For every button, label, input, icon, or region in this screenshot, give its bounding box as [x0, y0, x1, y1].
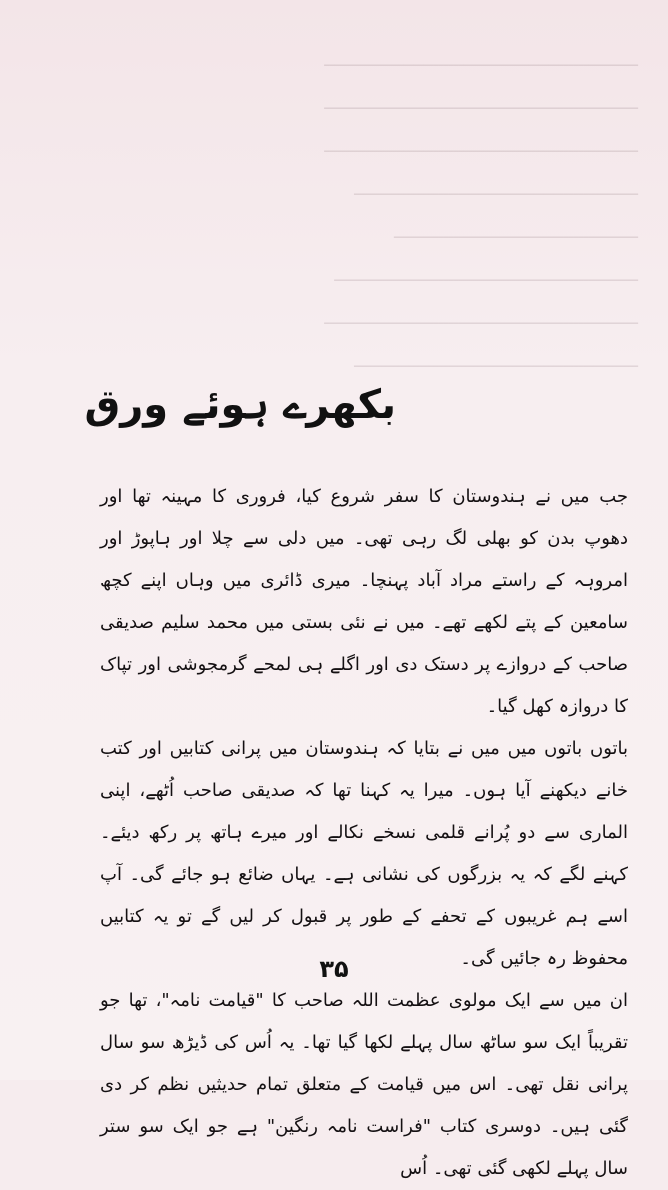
paragraph: ان میں سے ایک مولوی عظمت اللہ صاحب کا "قیامت نامہ"، تھا جو تقریباً ایک سو ساٹھ سال پہلے لکھا گیا تھا۔ یہ اُس کی ڈیڑھ سو سال پرانی نقل تھی۔ اس میں قیامت کے متعلق تمام حدیثیں نظم کر دی گئی ہیں۔ دوسری کتاب "فراست نامہ رنگین" ہے جو ایک سو ستر سال پہلے لکھی گئی تھی۔ اُس: [100, 990, 628, 1179]
page-number: ۳۵: [319, 955, 349, 983]
paragraph: باتوں باتوں میں میں نے بتایا کہ ہندوستان میں پرانی کتابیں اور کتب خانے دیکھنے آیا ہوں۔ میرا یہ کہنا تھا کہ صدیقی صاحب اُٹھے، اپنی الماری سے دو پُرانے قلمی نسخے نکالے اور میرے ہاتھ پر رکھ دیئے۔ کہنے لگے کہ یہ بزرگوں کی نشانی ہے۔ یہاں ضائع ہو جائے گی۔ آپ اسے ہم غریبوں کے تحفے کے طور پر قبول کر لیں گے تو یہ کتابیں محفوظ رہ جائیں گی۔: [100, 738, 628, 969]
chapter-title: بکھرے ہوئے ورق: [84, 382, 396, 428]
chapter-body: [100, 476, 628, 1190]
paragraph: جب میں نے ہندوستان کا سفر شروع کیا، فروری کا مہینہ تھا اور دھوپ بدن کو بھلی لگ رہی تھی۔ میں دلی سے چلا اور ہاپوڑ اور امروہہ کے راستے مراد آباد پہنچا۔ میری ڈائری میں وہاں اپنے کچھ سامعین کے پتے لکھے تھے۔ میں نے نئی بستی میں محمد سلیم صدیقی صاحب کے دروازے پر دستک دی اور اگلے ہی لمحے گرمجوشی اور تپاک کا دروازہ کھل گیا۔: [100, 486, 628, 717]
show-through-text: ـــــــــــــــــــــــــــــــــــــــــــــــــــــــــــــــ ـــــــــــــــــــــــــــــــــــــــــــــــــــــــــــــــ ـــــــــــــــــــــــــــــــــــــــــــــــــــــــــــــــ ـــــــــــــــــــــــــــــــــــــــــــــــــــــــــ ـــــــــــــــــــــــــــــــــــــــــــــــــ ـــــــــــــــــــــــــــــــــــــــــــــــــــــــــــــ ـــــــــــــــــــــــــــــــــــــــــــــــــــــــــــــــ ـــــــــــــــــــــــــــــــــــــــــــــــــــــــــ: [324, 51, 638, 372]
